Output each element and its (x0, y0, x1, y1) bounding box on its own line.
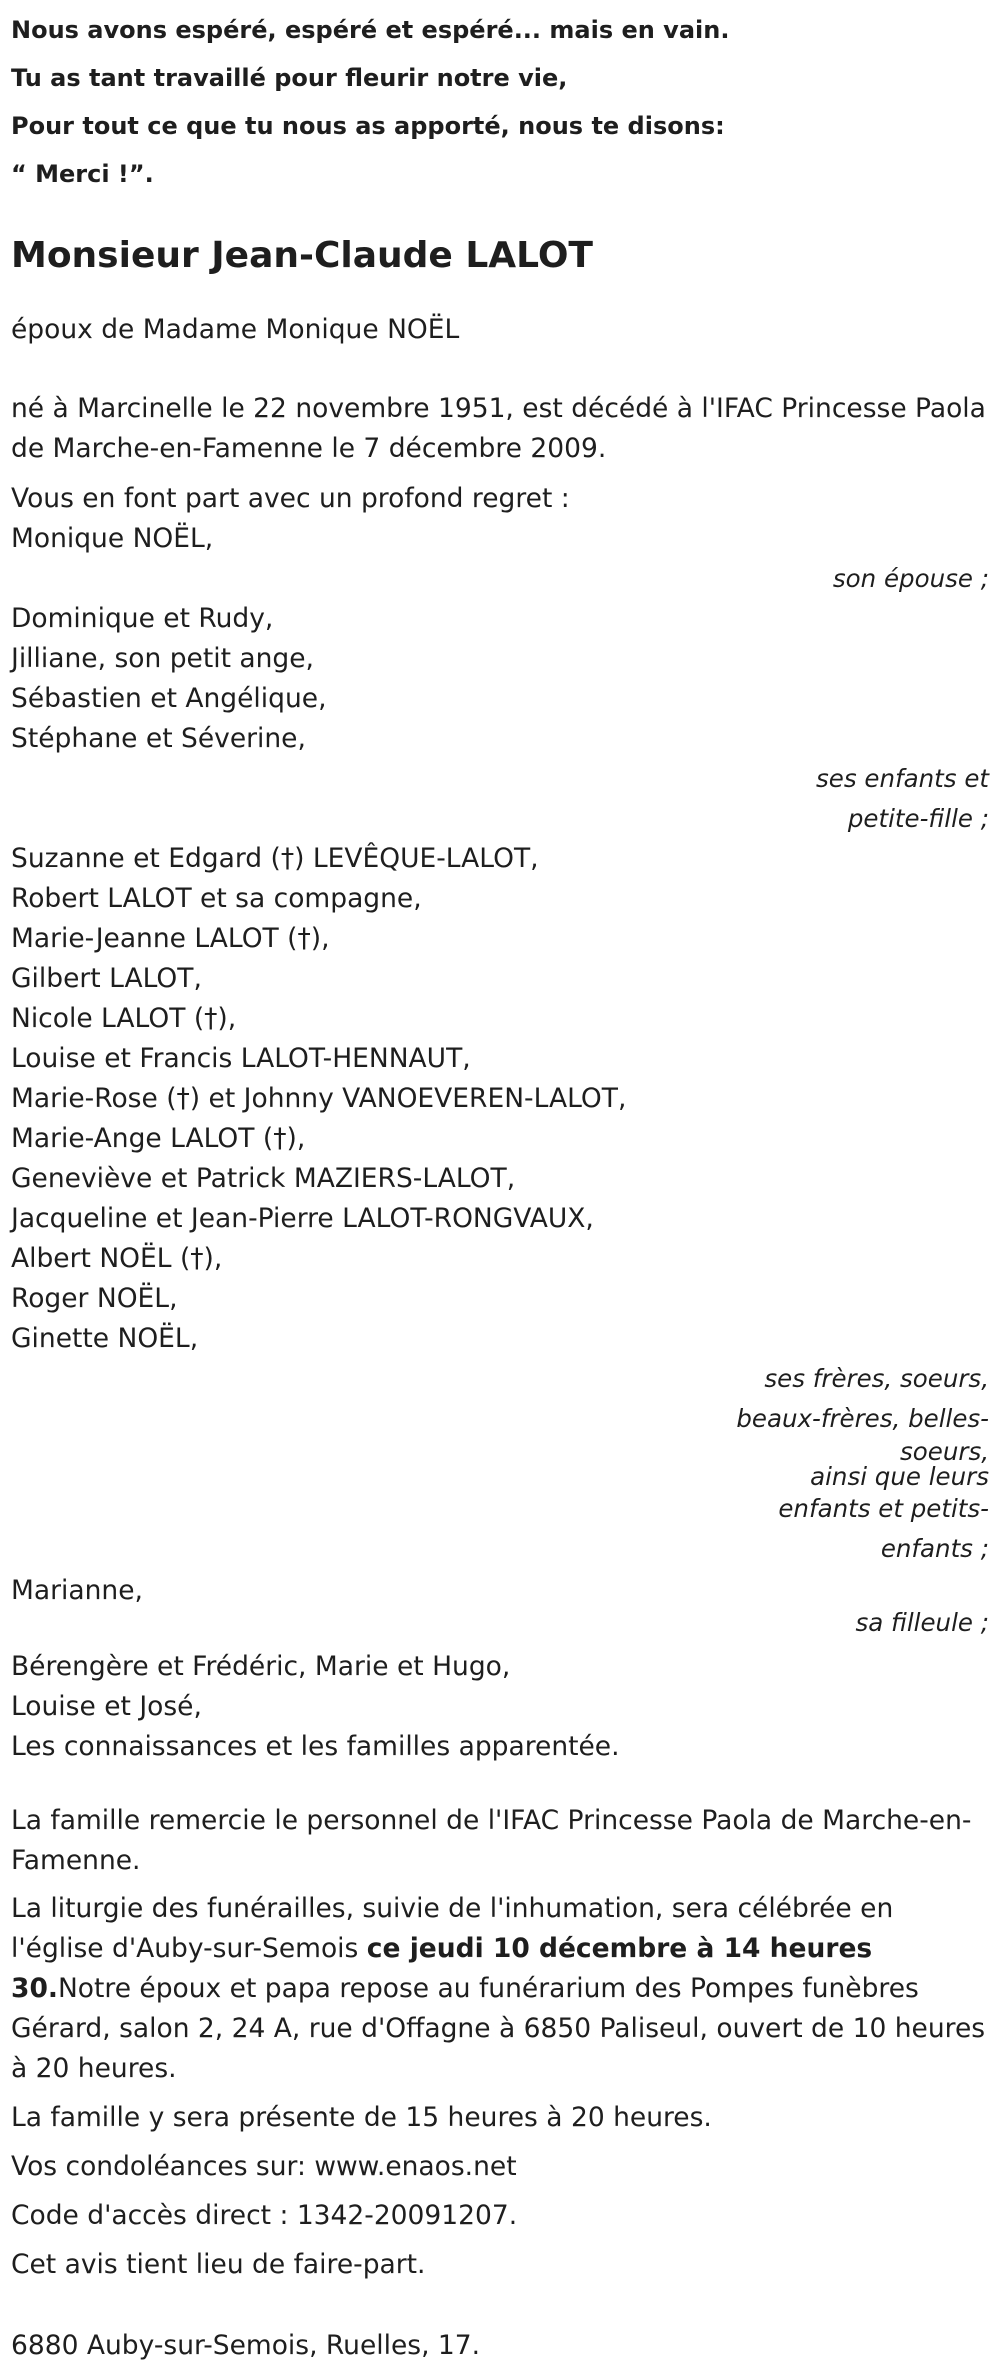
list-item: Gilbert LALOT, (11, 963, 202, 994)
birth-death: né à Marcinelle le 22 novembre 1951, est décédé à l'IFAC Princesse Paola de Marche-en-Famenne le 7 décembre 2009. (11, 393, 986, 464)
others-list (11, 1647, 989, 1767)
condolences: Vos condoléances sur: www.enaos.net (11, 2151, 517, 2182)
siblings-list (11, 839, 989, 1359)
wife: Monique NOËL, (11, 523, 214, 554)
list-item: Jilliane, son petit ange, (11, 643, 314, 674)
list-item: Marie-Rose (†) et Johnny VANOEVEREN-LALOT, (11, 1083, 627, 1114)
list-item: Louise et José, (11, 1691, 202, 1722)
liturgy-date: ce jeudi 10 décembre à 14 heures 30. (11, 1933, 873, 2004)
list-item: Stéphane et Séverine, (11, 723, 306, 754)
list-item: Sébastien et Angélique, (11, 683, 327, 714)
presence: La famille y sera présente de 15 heures à 20 heures. (11, 2102, 712, 2133)
role-siblings: ses frères, soeurs, beaux-frères, belles- soeurs, ainsi que leurs enfants et petits- enfants ; (736, 1364, 989, 1563)
list-item: Louise et Francis LALOT-HENNAUT, (11, 1043, 471, 1074)
poem-line: Tu as tant travaillé pour fleurir notre vie, (11, 64, 568, 92)
list-item: Roger NOËL, (11, 1283, 178, 1314)
intro: Vous en font part avec un profond regret : (11, 483, 570, 514)
list-item: Dominique et Rudy, (11, 603, 274, 634)
deceased-name: Monsieur Jean-Claude LALOT (11, 235, 593, 276)
thanks: La famille remercie le personnel de l'IFAC Princesse Paola de Marche-en-Famenne. (11, 1805, 972, 1876)
notice: Cet avis tient lieu de faire-part. (11, 2249, 426, 2280)
role-goddaughter: sa filleule ; (855, 1608, 989, 1637)
list-item: Marie-Ange LALOT (†), (11, 1123, 306, 1154)
spouse-line: époux de Madame Monique NOËL (11, 314, 460, 345)
children-list (11, 599, 989, 759)
list-item: Jacqueline et Jean-Pierre LALOT-RONGVAUX, (11, 1203, 594, 1234)
poem-line: Nous avons espéré, espéré et espéré... mais en vain. (11, 16, 730, 44)
list-item: Albert NOËL (†), (11, 1243, 223, 1274)
role-wife: son épouse ; (832, 564, 989, 593)
poem-line: Pour tout ce que tu nous as apporté, nous te disons: (11, 112, 725, 140)
list-item: Suzanne et Edgard (†) LEVÊQUE-LALOT, (11, 843, 539, 874)
liturgy: La liturgie des funérailles, suivie de l'inhumation, sera célébrée en l'église d'Auby-sur-Semois ce jeudi 10 décembre à 14 heures 30.Notre époux et papa repose au funérarium des Pompes funèbres Gérard, salon 2, 24 A, rue d'Offagne à 6850 Paliseul, ouvert de 10 heures à 20 heures. (11, 1893, 986, 2084)
list-item: Geneviève et Patrick MAZIERS-LALOT, (11, 1163, 516, 1194)
list-item: Les connaissances et les familles apparentée. (11, 1731, 620, 1762)
address: 6880 Auby-sur-Semois, Ruelles, 17. (11, 2330, 481, 2361)
role-children: ses enfants et petite-fille ; (816, 764, 989, 833)
poem-line: “ Merci !”. (11, 160, 154, 188)
list-item: Bérengère et Frédéric, Marie et Hugo, (11, 1651, 511, 1682)
list-item: Nicole LALOT (†), (11, 1003, 237, 1034)
list-item: Marie-Jeanne LALOT (†), (11, 923, 330, 954)
goddaughter: Marianne, (11, 1575, 143, 1606)
list-item: Robert LALOT et sa compagne, (11, 883, 422, 914)
access-code: Code d'accès direct : 1342-20091207. (11, 2200, 518, 2231)
list-item: Ginette NOËL, (11, 1323, 199, 1354)
poem (11, 0, 989, 198)
